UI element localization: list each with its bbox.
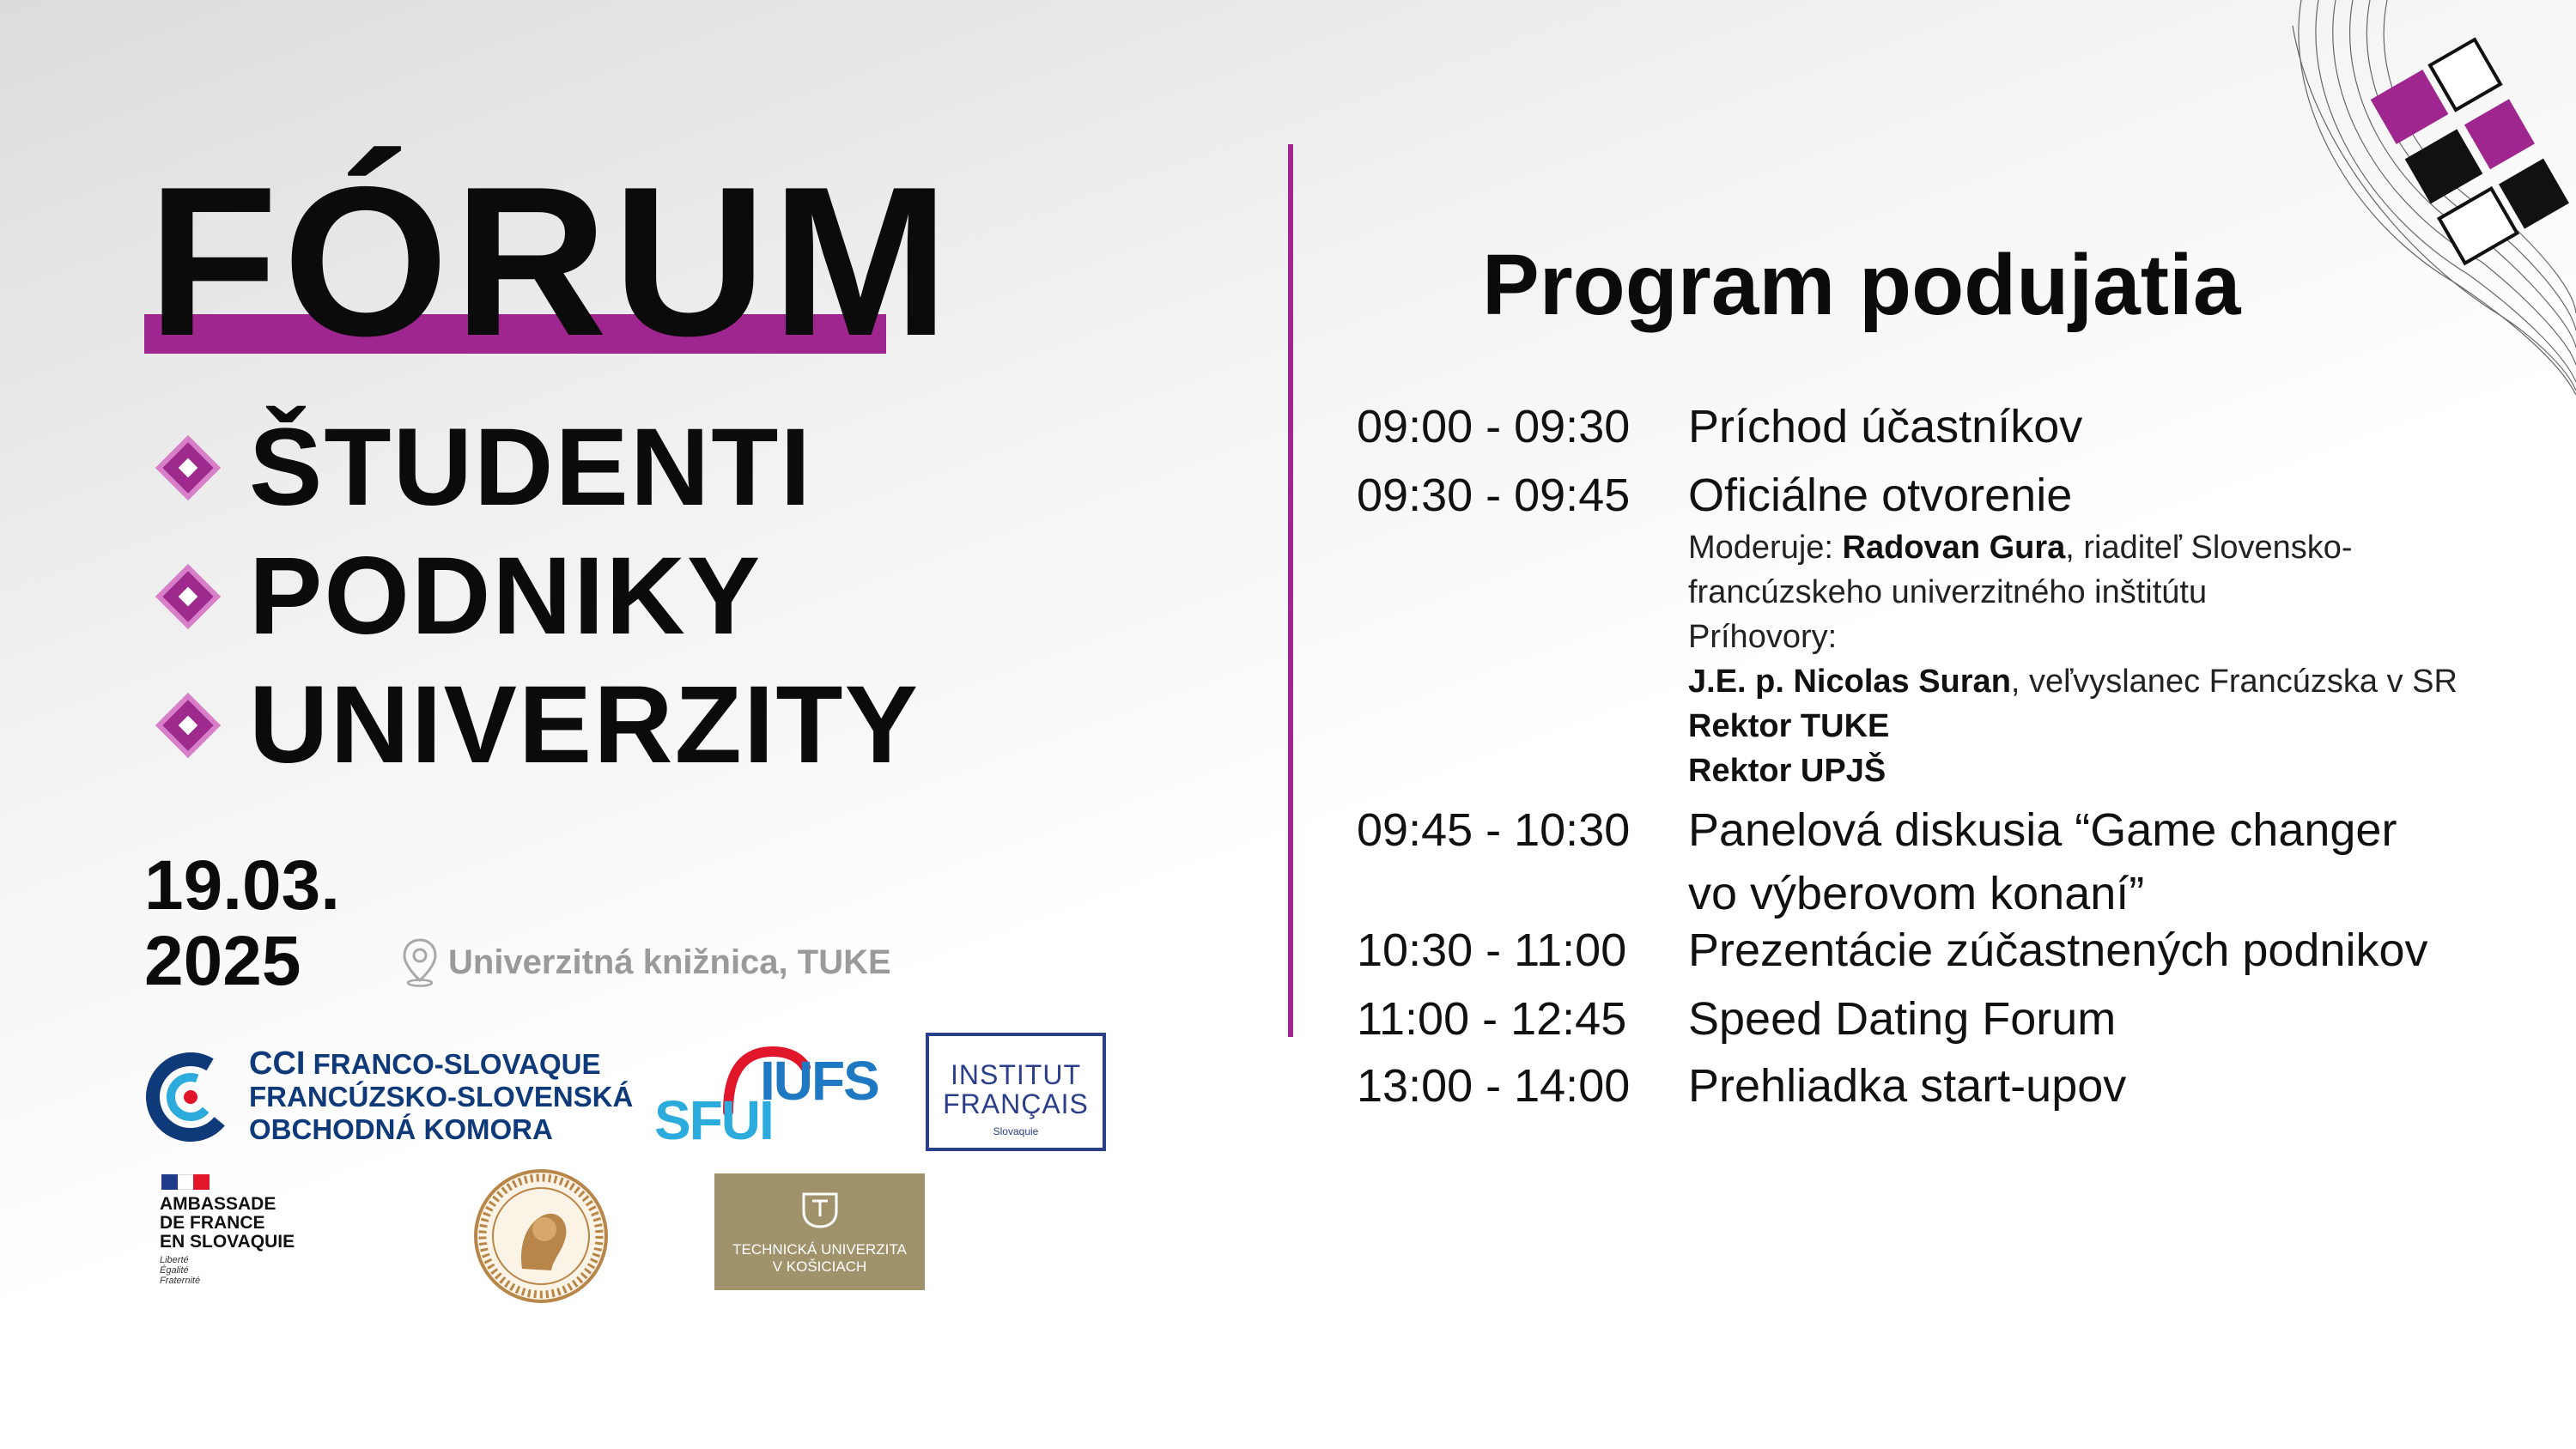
cci-logo xyxy=(146,1047,633,1146)
program-row xyxy=(1357,798,2397,925)
category-label: PODNIKY xyxy=(249,535,762,658)
program-time: 13:00 - 14:00 xyxy=(1357,1060,1631,1112)
program-desc: Panelová diskusia “Game changer xyxy=(1688,804,2397,856)
diamond-bullet-icon xyxy=(162,700,213,750)
date-day-month: 19.03. xyxy=(144,846,340,925)
program-row xyxy=(1357,1054,2126,1118)
institut-line-2: FRANÇAIS xyxy=(943,1088,1089,1119)
ambassade-motto-3: Fraternité xyxy=(160,1276,201,1286)
speaker-line: J.E. p. Nicolas Suran, veľvyslanec Francúzska v SR xyxy=(1688,664,2458,700)
moderator-line: Moderuje: Radovan Gura, riaditeľ Slovensko- xyxy=(1688,530,2353,566)
category-item xyxy=(170,661,920,790)
cci-line-1: FRANCO-SLOVAQUE xyxy=(313,1048,601,1080)
ambassade-logo xyxy=(160,1174,295,1286)
ambassade-motto-2: Égalité xyxy=(160,1265,189,1276)
cci-abbrev: CCI xyxy=(249,1046,306,1082)
sfui-text: SFUI xyxy=(654,1089,773,1151)
category-label: UNIVERZITY xyxy=(249,664,920,786)
program-time: 10:30 - 11:00 xyxy=(1357,925,1627,976)
corner-decoration-icon xyxy=(2284,0,2576,395)
iufs-text: IUFS xyxy=(760,1050,878,1112)
category-label: ŠTUDENTI xyxy=(249,406,812,529)
tuke-line-2: V KOŠICIACH xyxy=(772,1258,867,1275)
speaker-name: J.E. p. Nicolas Suran xyxy=(1688,664,2011,700)
diamond-bullet-icon xyxy=(162,571,213,621)
category-item xyxy=(170,403,920,532)
category-list xyxy=(170,403,920,790)
program-desc-cont: vo výberovom konaní” xyxy=(1688,868,2145,919)
cci-line-3: OBCHODNÁ KOMORA xyxy=(249,1113,553,1145)
program-time: 09:30 - 09:45 xyxy=(1357,470,1631,521)
location-text: Univerzitná knižnica, TUKE xyxy=(448,943,891,981)
institut-line-3: Slovaquie xyxy=(993,1125,1039,1137)
program-desc: Speed Dating Forum xyxy=(1688,993,2117,1045)
event-title: FÓRUM xyxy=(148,142,955,380)
program-desc: Oficiálne otvorenie xyxy=(1688,470,2073,521)
program-time: 11:00 - 12:45 xyxy=(1357,993,1627,1045)
program-time: 09:45 - 10:30 xyxy=(1357,804,1631,856)
event-location xyxy=(400,937,891,987)
speaker-line: Rektor TUKE xyxy=(1688,708,1890,744)
diamond-bullet-icon xyxy=(162,442,213,493)
program-row xyxy=(1357,919,2428,982)
location-pin-icon xyxy=(400,937,440,987)
date-year: 2025 xyxy=(144,922,301,1000)
cci-emblem-icon xyxy=(146,1052,235,1142)
institut-francais-logo xyxy=(926,1033,1106,1151)
french-flag-icon xyxy=(161,1174,210,1190)
institut-line-1: INSTITUT xyxy=(951,1059,1081,1090)
upjs-seal-icon xyxy=(472,1167,610,1305)
opening-details xyxy=(1688,525,2458,793)
event-date xyxy=(144,848,340,999)
program-title: Program podujatia xyxy=(1482,237,2241,333)
moderator-role-line: francúzskeho univerzitného inštitútu xyxy=(1688,574,2208,610)
tuke-emblem-icon xyxy=(799,1189,841,1230)
speeches-label: Príhovory: xyxy=(1688,619,1838,655)
program-row xyxy=(1357,464,2072,527)
ambassade-line-2: DE FRANCE xyxy=(160,1213,265,1233)
cci-text xyxy=(249,1047,633,1146)
ambassade-line-1: AMBASSADE xyxy=(160,1194,276,1214)
tuke-line-1: TECHNICKÁ UNIVERZITA xyxy=(732,1241,907,1258)
category-item xyxy=(170,532,920,661)
ambassade-motto-1: Liberté xyxy=(160,1255,189,1265)
program-time: 09:00 - 09:30 xyxy=(1357,401,1631,452)
program-desc: Príchod účastníkov xyxy=(1688,401,2083,452)
column-divider xyxy=(1288,144,1293,1037)
program-desc: Prezentácie zúčastnených podnikov xyxy=(1688,925,2428,976)
moderator-name: Radovan Gura xyxy=(1842,530,2066,566)
tuke-logo xyxy=(714,1173,925,1290)
cci-line-2: FRANCÚZSKO-SLOVENSKÁ xyxy=(249,1081,634,1113)
program-desc: Prehliadka start-upov xyxy=(1688,1060,2127,1112)
program-row xyxy=(1357,987,2116,1051)
program-row xyxy=(1357,395,2082,458)
ambassade-line-3: EN SLOVAQUIE xyxy=(160,1232,295,1252)
speaker-line: Rektor UPJŠ xyxy=(1688,753,1886,789)
